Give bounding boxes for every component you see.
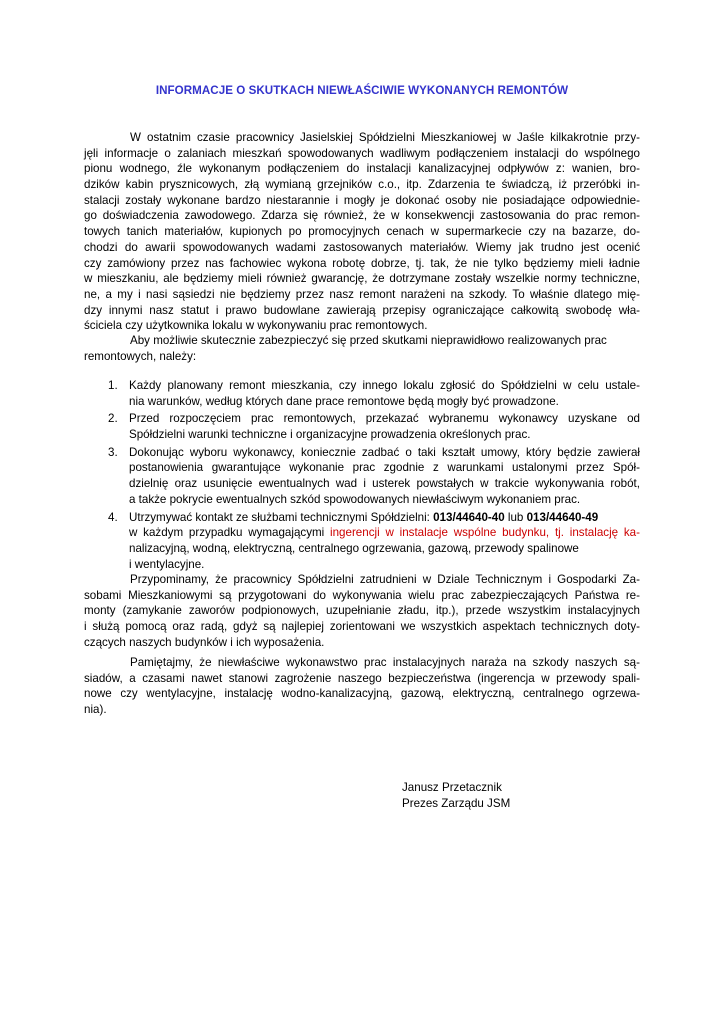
text-line: nia warunków, według których dane prace remontowe będą mogły być prowadzone. [129, 394, 559, 408]
text-line: a także pokrycie ewentualnych szkód spowodowanych niewłaściwym wykonaniem prac. [129, 492, 581, 506]
text-line: w mieszkaniu, ale będziemy mieli również gwarancję, że dotrzymane zostały wszelkie normy techniczne, [84, 272, 640, 286]
text-line: Aby możliwie skutecznie zabezpieczyć się przed skutkami nieprawidłowo realizowanych prac [130, 334, 607, 347]
list-item [84, 445, 640, 508]
paragraph-instructions-intro [84, 333, 640, 364]
text-line: nia). [84, 703, 107, 717]
document-title: INFORMACJE O SKUTKACH NIEWŁAŚCIWIE WYKONANYCH REMONTÓW [155, 84, 569, 97]
paragraph-reminder [84, 572, 640, 650]
text-line: W ostatnim czasie pracownicy Jasielskiej Spółdzielni Mieszkaniowej w Jaśle kilkakrotnie przy- [130, 131, 640, 144]
text-line: sobami Mieszkaniowymi są przygotowani do wykonywania wielu prac zabezpieczających Państwa re- [84, 588, 640, 602]
text-line: dzików kabin prysznicowych, złą wymianą grzejników c.o., itp. Zdarzenia te świadczą, iż przeróbki in- [84, 178, 640, 192]
paragraph-intro [84, 130, 640, 334]
list-number: 3. [108, 445, 118, 459]
text-line: pionu wodnego, źle wykonanym podłączeniem do instalacji kanalizacyjnej odpływów z: wanien, bro- [84, 162, 640, 176]
signatory-position: Prezes Zarządu JSM [402, 797, 511, 810]
highlighted-text: ingerencji w instalacje wspólne budynku, tj. instalację ka- [324, 526, 640, 540]
list-item [84, 378, 640, 409]
contact-text: Utrzymywać kontakt ze służbami technicznymi Spółdzielni: [129, 510, 434, 524]
text-line: nalizacyjną, wodną, elektryczną, centralnego ogrzewania, gazową, przewody spalinowe [129, 541, 579, 555]
list-item [84, 510, 640, 573]
text-line: czy zamówiony przez nas fachowiec wykona robotę dobrze, tj. tak, że nie tylko będziemy mieli ładnie [84, 256, 640, 270]
signatory-name: Janusz Przetacznik [402, 781, 502, 794]
signature-block [402, 780, 510, 812]
phone-number: 013/44640-40 [433, 510, 505, 524]
text-fragment: w każdym przypadku wymagającymi [129, 526, 325, 540]
text-line: siadów, a czasami nawet stanowi zagrożenie naszego bezpieczeństwa (ingerencja w przewody spali- [84, 671, 640, 685]
text-line [129, 525, 640, 541]
list-number: 1. [108, 379, 118, 392]
text-line [129, 510, 640, 526]
text-line: czących naszych budynków i ich wyposażenia. [84, 635, 325, 649]
text-line: Dokonując wyboru wykonawcy, koniecznie zadbać o taki kształt umowy, który będzie zawierał [129, 445, 640, 459]
text-line: stalacji zostały wykonane bardzo niestarannie i mogły je dokonać osoby nie posiadające odpowiednie- [84, 193, 640, 207]
text-line: i służą pomocą oraz radą, gdyż są najlepiej zorientowani we wszystkich aspektach technicznych doty- [84, 620, 640, 634]
numbered-list [84, 378, 640, 574]
text-line: monty (zamykanie zaworów podpionowych, uzupełnianie zładu, itp.), przede wszystkim instalacyjnych [84, 604, 640, 618]
text-line: Każdy planowany remont mieszkania, czy innego lokalu zgłosić do Spółdzielni w celu ustale- [129, 379, 640, 392]
text-line: dzielnię oraz usunięcie ewentualnych wad i usterek powstałych w trakcie wykonywania robót, [129, 477, 640, 491]
list-number: 4. [108, 510, 118, 524]
text-line: Przypominamy, że pracownicy Spółdzielni zatrudnieni w Dziale Technicznym i Gospodarki Za- [130, 573, 640, 586]
list-number: 2. [108, 412, 118, 426]
text-line: remontowych, należy: [84, 349, 197, 363]
text-line: nowe czy wentylacyjne, instalację wodno-kanalizacyjną, gazową, elektryczną, centralnego ogrzewa- [84, 687, 640, 701]
paragraph-warning [84, 655, 640, 718]
list-item [84, 411, 640, 442]
text-line: go doświadczenia zawodowego. Zdarza się również, że w konsekwencji zastosowania do prac remon- [84, 209, 640, 223]
text-line: i wentylacyjne. [129, 557, 205, 571]
text-line: towych tanich materiałów, kupionych po promocyjnych cenach w supermarkecie czy na bazarze, do- [84, 225, 640, 239]
text-line: Pamiętajmy, że niewłaściwe wykonawstwo prac instalacyjnych naraża na szkody naszych są- [130, 656, 640, 669]
text-line: jęli informacje o zalaniach mieszkań spowodowanych wadliwym podłączeniem instalacji do wspólnego [84, 146, 640, 160]
phone-number: 013/44640-49 [526, 510, 599, 524]
text-line: ściciela czy użytkownika lokalu w wykonywaniu prac remontowych. [84, 319, 428, 333]
text-line: ne, a my i nasi sąsiedzi nie będziemy przez nasz remont narażeni na szkody. To właśnie dlatego mię- [84, 287, 640, 301]
contact-or: lub [504, 510, 527, 524]
text-line: dzy innymi nasz statut i prawo budowlane zawierają przepisy ograniczające całkowitą swobodę wła- [84, 303, 640, 317]
text-line: Przed rozpoczęciem prac remontowych, przekazać wybranemu wykonawcy uzyskane od [129, 412, 640, 426]
text-line: Spółdzielni warunki techniczne i organizacyjne prowadzenia określonych prac. [129, 428, 531, 442]
text-line: chodzi do awarii spowodowanych wadami zastosowanych materiałów. Wiemy jak trudno jest ocenić [84, 240, 640, 254]
text-line: postanowienia gwarantujące wykonanie prac zgodnie z warunkami ustalonymi przez Spół- [129, 461, 640, 475]
